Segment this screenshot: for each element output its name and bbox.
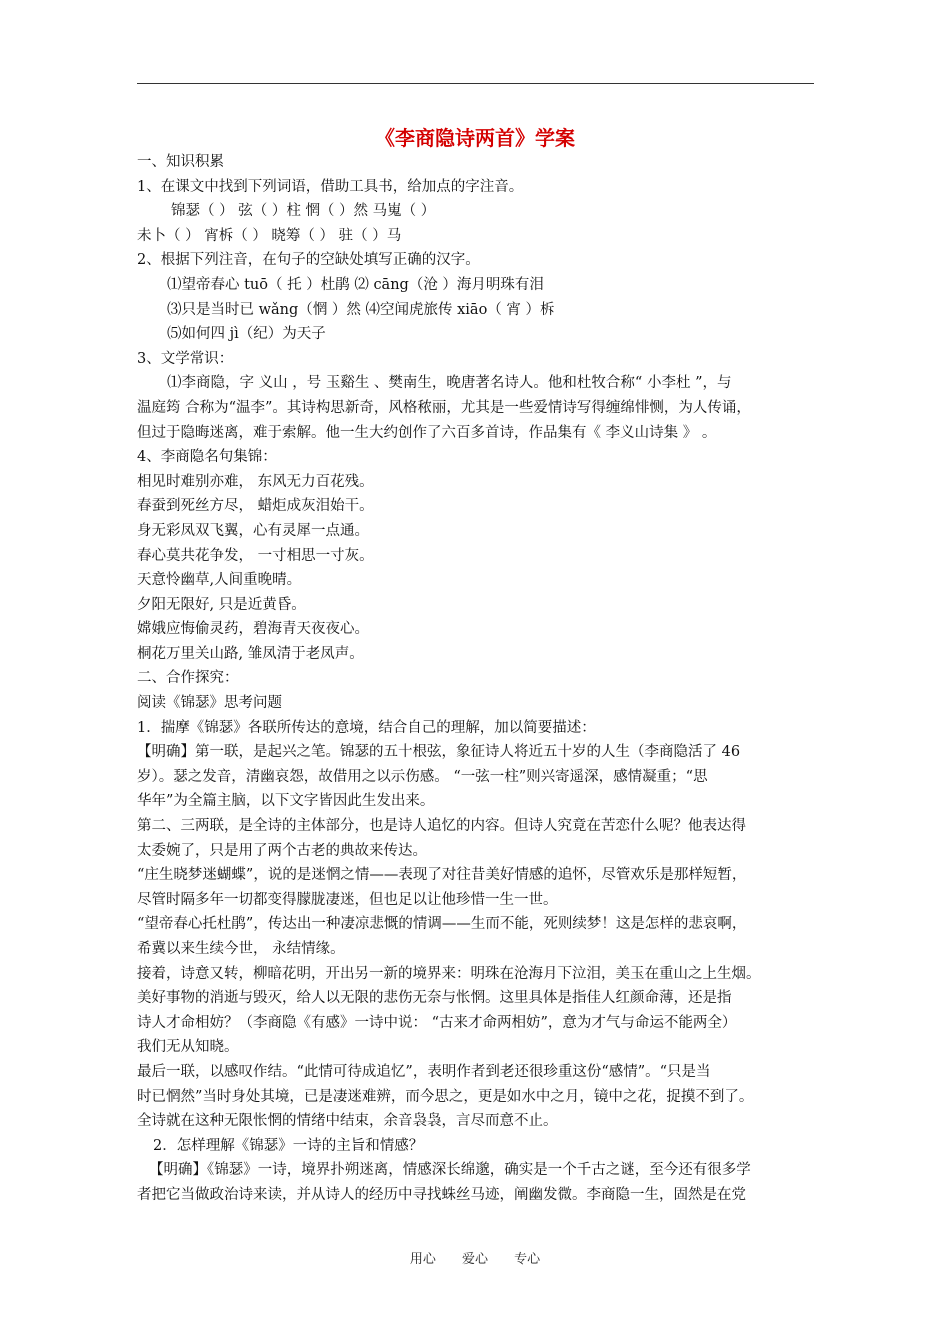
- text-line: 【明确】第一联，是起兴之笔。锦瑟的五十根弦，象征诗人将近五十岁的人生（李商隐活了 46: [137, 744, 741, 761]
- text-line: 锦瑟（ ） 弦（ ）柱 惘（ ）然 马嵬（ ）: [171, 203, 436, 220]
- text-line: 二、合作探究：: [137, 670, 239, 687]
- text-line: 阅读《锦瑟》思考问题: [137, 695, 282, 712]
- text-line: 1、在课文中找到下列词语，借助工具书，给加点的字注音。: [137, 178, 524, 195]
- text-line: 相见时难别亦难， 东风无力百花残。: [137, 473, 374, 490]
- text-line: 一、知识积累: [137, 154, 224, 170]
- text-line: 华年”为全篇主脑，以下文字皆因此生发出来。: [137, 793, 435, 810]
- text-line: 岁）。瑟之发音，清幽哀怨，故借用之以示伤感。 “一弦一柱”则兴寄遥深，感情凝重；“思: [137, 768, 708, 785]
- text-line: ⑶只是当时已 wǎng（惘 ）然 ⑷空闻虎旅传 xiāo（ 宵 ）柝: [167, 301, 555, 318]
- text-line: 全诗就在这种无限怅惘的情绪中结束，余音袅袅，言尽而意不止。: [137, 1113, 558, 1130]
- text-line: 时已惘然”当时身处其境，已是凄迷难辨，而今思之，更是如水中之月，镜中之花，捉摸不到了。: [137, 1088, 754, 1105]
- text-line: 接着，诗意又转，柳暗花明，开出另一新的境界来：明珠在沧海月下泣泪，美玉在重山之上生烟。: [137, 965, 761, 982]
- text-line: 2、根据下列注音，在句子的空缺处填写正确的汉字。: [137, 252, 480, 269]
- text-line: 温庭筠 合称为“温李”。其诗构思新奇，风格秾丽，尤其是一些爱情诗写得缠绵悱恻，为人传诵，: [137, 399, 751, 416]
- text-line: 但过于隐晦迷离，难于索解。他一生大约创作了六百多首诗，作品集有《 李义山诗集 》 。: [137, 424, 717, 441]
- text-line: “庄生晓梦迷蝴蝶”，说的是迷惘之情——表现了对往昔美好情感的追怀，尽管欢乐是那样短暂，: [137, 867, 747, 884]
- text-line: ⑸如何四 jì（纪）为天子: [167, 326, 326, 343]
- text-line: 夕阳无限好, 只是近黄昏。: [137, 596, 306, 613]
- header-rule: [137, 83, 814, 84]
- text-line: 1．揣摩《锦瑟》各联所传达的意境，结合自己的理解，加以简要描述：: [137, 719, 596, 736]
- text-line: 未卜（ ） 宵柝（ ） 晓筹（ ） 驻（ ）马: [137, 227, 402, 244]
- text-line: 者把它当做政治诗来读，并从诗人的经历中寻找蛛丝马迹，阐幽发微。李商隐一生，固然是在党: [137, 1186, 746, 1203]
- text-line: 尽管时隔多年一切都变得朦胧凄迷，但也足以让他珍惜一生一世。: [137, 891, 558, 908]
- document-title: 《李商隐诗两首》学案: [375, 126, 575, 150]
- text-line: 春蚕到死丝方尽， 蜡炬成灰泪始干。: [137, 498, 374, 515]
- text-line: 第二、三两联，是全诗的主体部分，也是诗人追忆的内容。但诗人究竟在苦恋什么呢？他表达得: [137, 818, 746, 835]
- text-line: 2．怎样理解《锦瑟》一诗的主旨和情感？: [153, 1137, 424, 1154]
- text-line: 嫦娥应悔偷灵药，碧海青天夜夜心。: [137, 621, 369, 638]
- text-line: 3、文学常识：: [137, 350, 234, 367]
- page-footer: 用心 爱心 专心: [409, 1252, 541, 1267]
- text-line: 身无彩凤双飞翼，心有灵犀一点通。: [137, 522, 369, 539]
- text-line: 桐花万里关山路, 雏凤清于老凤声。: [137, 645, 364, 662]
- text-line: 诗人才命相妨？（李商隐《有感》一诗中说： “古来才命两相妨”，意为才气与命运不能两全）: [137, 1014, 737, 1031]
- text-line: ⑴望帝春心 tuō（ 托 ）杜鹃 ⑵ cāng（沧 ）海月明珠有泪: [167, 276, 544, 293]
- text-line: 美好事物的消逝与毁灭，给人以无限的悲伤无奈与怅惘。这里具体是指佳人红颜命薄，还是指: [137, 990, 732, 1007]
- text-line: 【明确】《锦瑟》一诗，境界扑朔迷离，情感深长绵邈，确实是一个千古之谜，至今还有很多学: [149, 1162, 751, 1179]
- text-line: 希冀以来生续今世， 永结情缘。: [137, 941, 345, 957]
- text-line: 春心莫共花争发， 一寸相思一寸灰。: [137, 547, 374, 564]
- text-line: ⑴李商隐，字 义山 ，号 玉谿生 、樊南生，晚唐著名诗人。他和杜牧合称“ 小李杜 ”，与: [167, 375, 732, 392]
- text-line: 天意怜幽草,人间重晚晴。: [137, 572, 302, 589]
- text-line: 太委婉了，只是用了两个古老的典故来传达。: [137, 842, 427, 859]
- text-line: “望帝春心托杜鹃”，传达出一种凄凉悲慨的情调——生而不能，死则续梦！这是怎样的悲哀啊，: [137, 916, 747, 933]
- text-line: 我们无从知晓。: [137, 1039, 239, 1056]
- document-body: [137, 150, 827, 1208]
- text-line: 4、李商隐名句集锦：: [137, 449, 277, 466]
- text-line: 最后一联，以感叹作结。“此情可待成追忆”，表明作者到老还很珍重这份“感情”。“只是当: [137, 1063, 711, 1080]
